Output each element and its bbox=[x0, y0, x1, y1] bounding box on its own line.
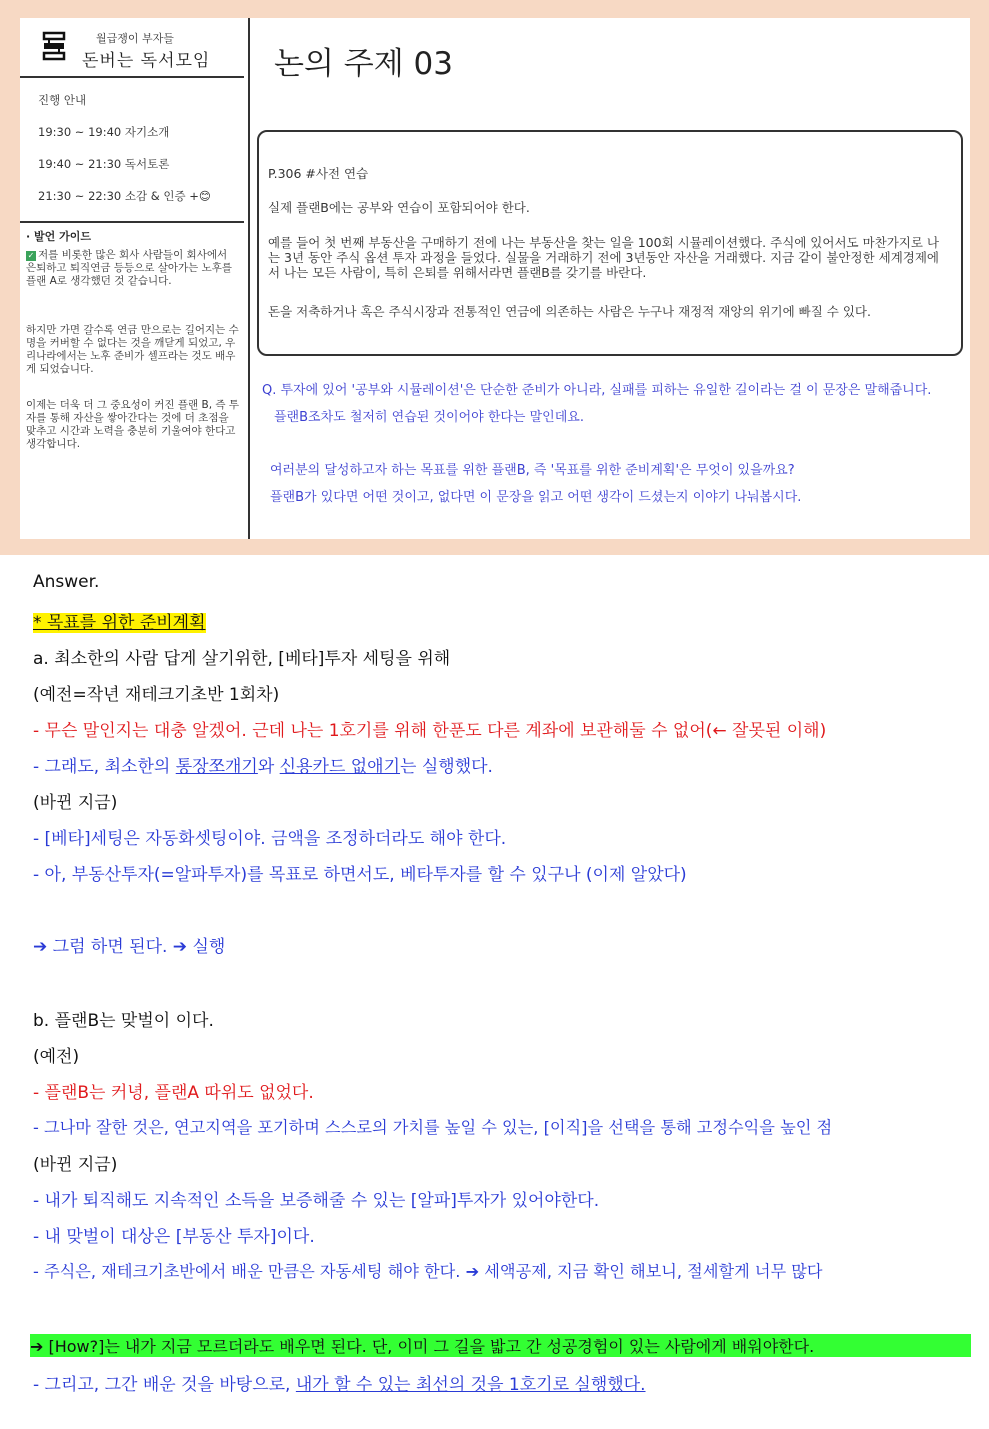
logo-title: 돈버는 독서모임 bbox=[82, 51, 211, 71]
quote-paragraph: 실제 플랜B에는 공부와 연습이 포함되어야 한다. bbox=[268, 200, 530, 215]
divider bbox=[20, 221, 244, 223]
answer-line: - 주식은, 재테크기초반에서 배운 만큼은 자동세팅 해야 한다. ➔ 세액공제, 지금 확인 해보니, 절세할게 너무 많다 bbox=[33, 1262, 823, 1281]
answer-line: - 무슨 말인지는 대충 알겠어. 근데 나는 1호기를 위해 한푼도 다른 계좌에 보관해둘 수 없어(← 잘못된 이해) bbox=[33, 721, 827, 741]
slide-card bbox=[20, 18, 970, 539]
logo-subtitle: 월급쟁이 부자들 bbox=[96, 32, 174, 45]
checkbox-icon: ✓ bbox=[27, 251, 35, 260]
answer-a-before: (예전=작년 재테크기초반 1회차) bbox=[33, 685, 280, 705]
answer-line: - 내 맞벌이 대상은 [부동산 투자]이다. bbox=[33, 1227, 315, 1247]
schedule-item: 19:40 ~ 21:30 독서토론 bbox=[38, 157, 170, 171]
schedule-item: 19:30 ~ 19:40 자기소개 bbox=[38, 125, 170, 139]
answer-b-after: (바뀐 지금) bbox=[33, 1155, 118, 1175]
answer-line: - 아, 부동산투자(=알파투자)를 목표로 하면서도, 베타투자를 할 수 있구나 (이제 알았다) bbox=[33, 865, 687, 885]
schedule-item: 21:30 ~ 22:30 소감 & 인증 +😊 bbox=[38, 189, 211, 203]
question-line: 여러분의 달성하고자 하는 목표를 위한 플랜B, 즉 '목표를 위한 준비계획'은 무엇이 있을까요? bbox=[270, 463, 795, 478]
quote-paragraph: 돈을 저축하거나 혹은 주식시장과 전통적인 연금에 의존하는 사람은 누구나 재정적 재앙의 위기에 빠질 수 있다. bbox=[268, 304, 871, 319]
quote-paragraph: 예를 들어 첫 번째 부동산을 구매하기 전에 나는 부동산을 찾는 일을 100회 시뮬레이션했다. 주식에 있어서도 마찬가지로 나는 3년 동안 주식 옵션 투자 과정을 들었다. 실물을 거래하기 전에 3년동안 자산을 거래했다. 지금 같이 불안정한 세계경제에서 나는 모든 사람이, 특히 은퇴를 위해서라면 플랜B를 갖기를 바란다. bbox=[268, 235, 940, 280]
answer-line: - 그나마 잘한 것은, 연고지역을 포기하며 스스로의 가치를 높일 수 있는, [이직]을 선택을 통해 고정수익을 높인 점 bbox=[33, 1118, 833, 1137]
final-highlight: ➔ [How?]는 내가 지금 모르더라도 배우면 된다. 단, 이미 그 길을 밟고 간 성공경험이 있는 사람에게 배워야한다. bbox=[30, 1334, 971, 1357]
sidebar bbox=[20, 18, 250, 539]
answer-final-line: - 그리고, 그간 배운 것을 바탕으로, 내가 할 수 있는 최선의 것을 1호기로 실행했다. bbox=[33, 1375, 646, 1395]
question-line: 플랜B조차도 철저히 연습된 것이어야 한다는 말인데요. bbox=[274, 410, 584, 425]
slide-background bbox=[0, 0, 989, 555]
answer-b-before: (예전) bbox=[33, 1047, 80, 1067]
guide-title: · 발언 가이드 bbox=[26, 230, 91, 243]
question-line: 플랜B가 있다면 어떤 것이고, 없다면 이 문장을 읽고 어떤 생각이 드셨는지 이야기 나눠봅시다. bbox=[270, 490, 802, 505]
guide-paragraph: 이제는 더욱 더 그 중요성이 커진 플랜 B, 즉 투자를 통해 자산을 쌓아간다는 것에 더 초점을 맞추고 시간과 노력을 충분히 기울여야 한다고 생각합니다. bbox=[26, 399, 240, 450]
quote-page: P.306 #사전 연습 bbox=[268, 166, 369, 181]
answer-line: - [베타]세팅은 자동화셋팅이야. 금액을 조정하더라도 해야 한다. bbox=[33, 829, 507, 849]
answer-line: - 그래도, 최소한의 통장쪼개기와 신용카드 없애기는 실행했다. bbox=[33, 757, 493, 777]
answer-conclusion: ➔ 그럼 하면 된다. ➔ 실행 bbox=[33, 937, 226, 957]
answer-a-after: (바뀐 지금) bbox=[33, 793, 118, 813]
answer-line: - 플랜B는 커녕, 플랜A 따위도 없었다. bbox=[33, 1083, 314, 1103]
answer-a-title: a. 최소한의 사람 답게 살기위한, [베타]투자 세팅을 위해 bbox=[33, 649, 451, 669]
book-stack-icon bbox=[40, 30, 68, 64]
quote-box bbox=[257, 130, 963, 356]
schedule-heading: 진행 안내 bbox=[38, 93, 87, 107]
answer-highlight-title: * 목표를 위한 준비계획 bbox=[33, 613, 206, 633]
logo-block bbox=[20, 18, 244, 78]
answer-b-title: b. 플랜B는 맞벌이 이다. bbox=[33, 1011, 214, 1031]
guide-paragraph: 하지만 가면 갈수록 연금 만으로는 길어지는 수명을 커버할 수 없다는 것을 깨닫게 되었고, 우리나라에서는 노후 준비가 셀프라는 것도 배우게 되었습니다. bbox=[26, 324, 239, 375]
guide-paragraph: ✓ 저를 비롯한 많은 회사 사람들이 회사에서 은퇴하고 퇴직연금 등등으로 살아가는 노후를 플랜 A로 생각했던 것 같습니다. bbox=[26, 249, 233, 287]
answer-line: - 내가 퇴직해도 지속적인 소득을 보증해줄 수 있는 [알파]투자가 있어야한다. bbox=[33, 1191, 600, 1211]
answer-heading: Answer. bbox=[33, 572, 100, 592]
page-title: 논의 주제 03 bbox=[274, 46, 453, 82]
question-line: Q. 투자에 있어 '공부와 시뮬레이션'은 단순한 준비가 아니라, 실패를 피하는 유일한 길이라는 걸 이 문장은 말해줍니다. bbox=[262, 383, 932, 398]
